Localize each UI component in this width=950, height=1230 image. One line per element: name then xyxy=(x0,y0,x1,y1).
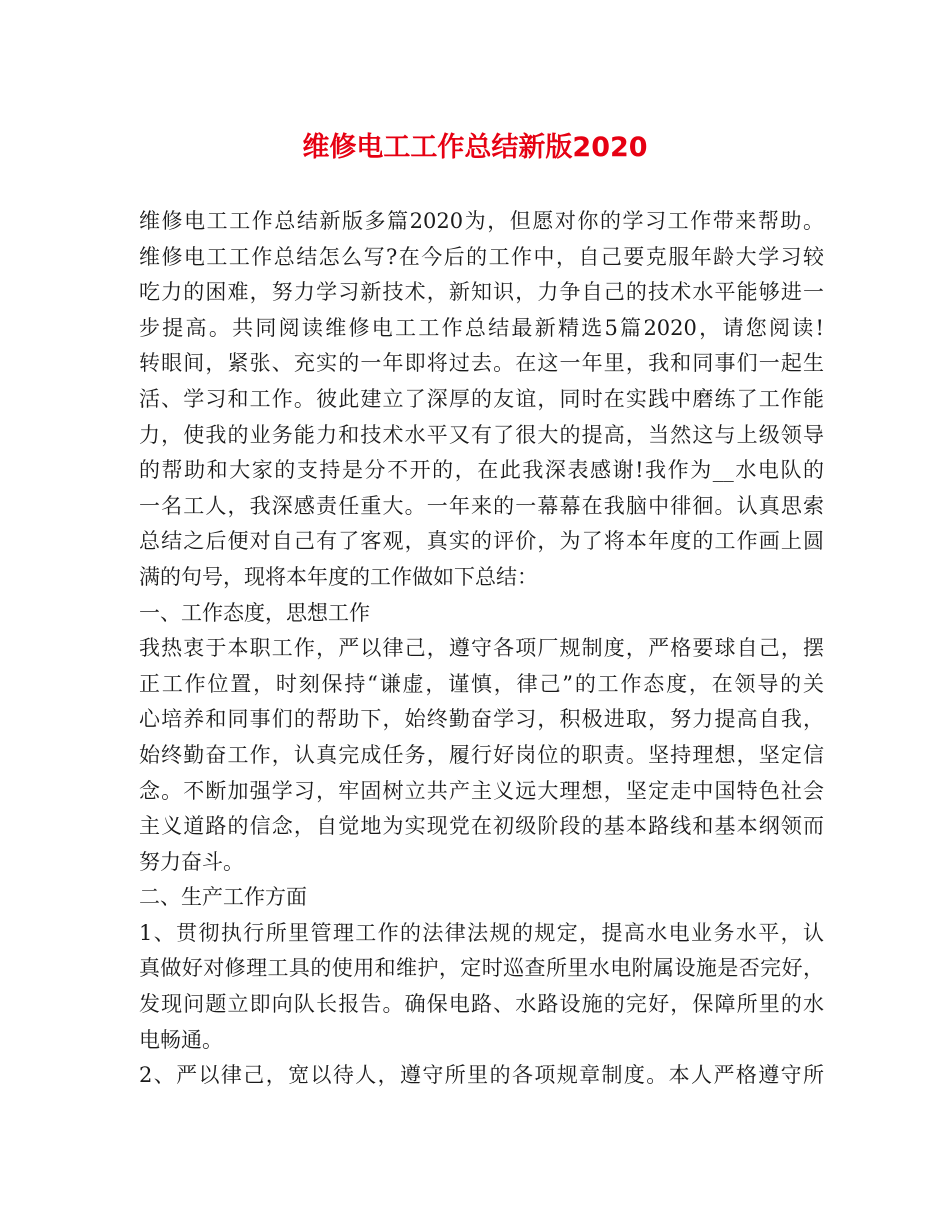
text-line: 2、严以律己，宽以待人，遵守所里的各项规章制度。本人严格遵守所 xyxy=(139,1063,824,1088)
text-line: 吃力的困难，努力学习新技术，新知识，力争自己的技术水平能够进一 xyxy=(139,280,824,305)
document-title: 维修电工工作总结新版2020 xyxy=(302,132,648,163)
text-line: 维修电工工作总结新版多篇2020为，但愿对你的学习工作带来帮助。 xyxy=(139,209,824,233)
text-line: 念。不断加强学习，牢固树立共产主义远大理想，坚定走中国特色社会 xyxy=(139,778,824,803)
text-line: 一名工人，我深感责任重大。一年来的一幕幕在我脑中徘徊。认真思索 xyxy=(139,493,824,518)
text-line: 真做好对修理工具的使用和维护，定时巡查所里水电附属设施是否完好， xyxy=(139,956,824,981)
text-line: 正工作位置，时刻保持“谦虚，谨慎，律己”的工作态度，在领导的关 xyxy=(139,671,824,696)
text-line: 1、贯彻执行所里管理工作的法律法规的规定，提高水电业务水平，认 xyxy=(139,920,824,945)
text-line: 始终勤奋工作，认真完成任务，履行好岗位的职责。坚持理想，坚定信 xyxy=(139,742,824,767)
text-line: 活、学习和工作。彼此建立了深厚的友谊，同时在实践中磨练了工作能 xyxy=(139,386,824,411)
text-line: 的帮助和大家的支持是分不开的，在此我深表感谢!我作为__水电队的 xyxy=(139,458,824,483)
text-line: 总结之后便对自己有了客观，真实的评价，为了将本年度的工作画上圆 xyxy=(139,529,824,554)
text-line: 主义道路的信念，自觉地为实现党在初级阶段的基本路线和基本纲领而 xyxy=(139,814,824,839)
text-line: 转眼间，紧张、充实的一年即将过去。在这一年里，我和同事们一起生 xyxy=(139,351,824,376)
text-line: 步提高。共同阅读维修电工工作总结最新精选5篇2020，请您阅读! xyxy=(139,315,824,340)
section-heading: 一、工作态度，思想工作 xyxy=(139,600,370,625)
section-heading: 二、生产工作方面 xyxy=(139,885,307,910)
document-body xyxy=(139,204,824,1094)
text-line: 心培养和同事们的帮助下，始终勤奋学习，积极进取，努力提高自我， xyxy=(139,707,824,732)
text-line: 电畅通。 xyxy=(139,1027,223,1052)
text-line: 发现问题立即向队长报告。确保电路、水路设施的完好，保障所里的水 xyxy=(139,992,824,1017)
text-line: 我热衷于本职工作，严以律己，遵守各项厂规制度，严格要球自己，摆 xyxy=(139,636,824,661)
text-line: 满的句号，现将本年度的工作做如下总结： xyxy=(139,564,538,589)
text-line: 维修电工工作总结怎么写?在今后的工作中，自己要克服年龄大学习较 xyxy=(139,244,824,269)
text-line: 努力奋斗。 xyxy=(139,849,244,874)
text-line: 力，使我的业务能力和技术水平又有了很大的提高，当然这与上级领导 xyxy=(139,422,824,447)
